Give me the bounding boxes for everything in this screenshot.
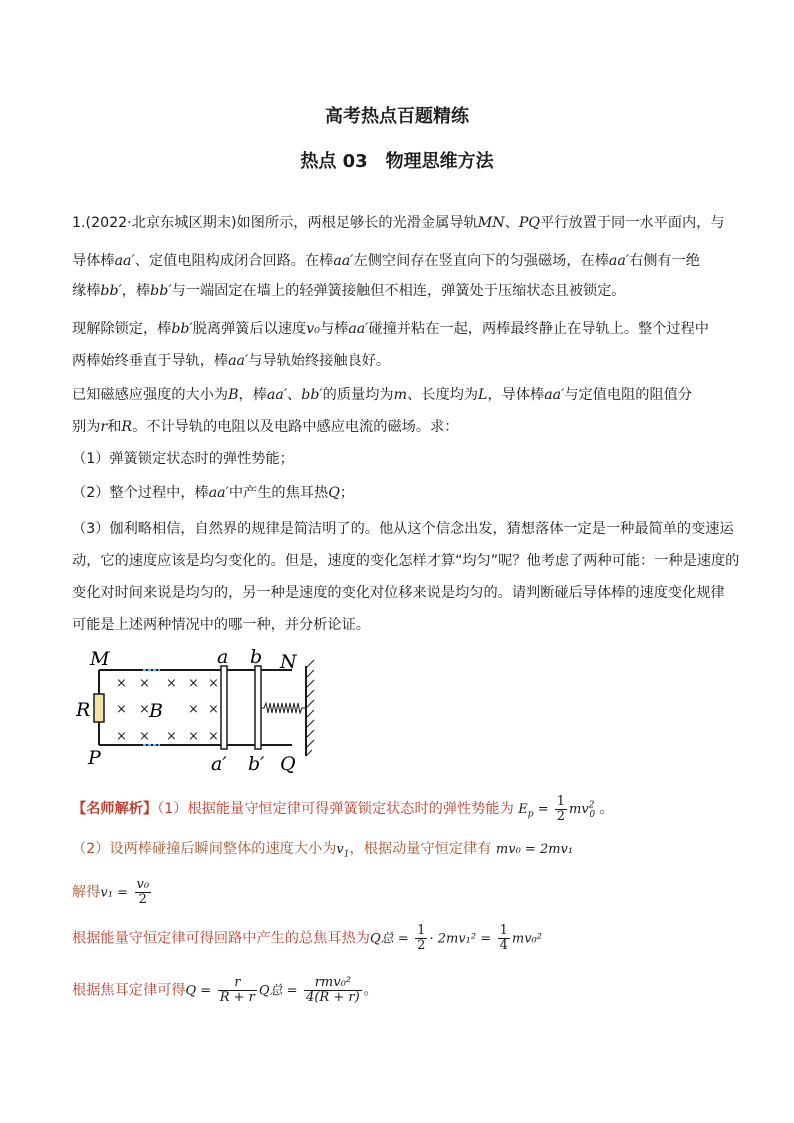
fraction: [218, 976, 257, 1005]
text: 。不计导轨的电阻以及电路中感应电流的磁场。求：: [132, 419, 459, 435]
field-cross: ×: [188, 702, 199, 717]
text: 中产生的焦耳热: [228, 485, 329, 501]
label-B: B: [149, 700, 163, 722]
symbol-bb: bb′: [301, 387, 323, 403]
text: 与棒: [319, 321, 349, 337]
math: mv: [569, 802, 589, 817]
formula: [518, 794, 599, 824]
problem-line-6: [72, 386, 692, 404]
magnetic-field-crosses: [116, 676, 219, 744]
numerator: 1: [499, 923, 508, 938]
field-cross: ×: [116, 702, 127, 717]
text: 两棒始终垂直于导轨，棒: [72, 353, 229, 369]
symbol-aa: aa′: [333, 253, 354, 269]
label-M: M: [90, 648, 110, 670]
symbol-l: L: [478, 387, 488, 403]
text: 导体棒: [72, 253, 115, 269]
fraction: [135, 878, 152, 907]
fraction: [304, 976, 362, 1005]
fraction: [498, 924, 510, 953]
field-cross: ×: [208, 676, 219, 691]
question-1: （1）弹簧锁定状态时的弹性势能；: [72, 451, 294, 467]
symbol-aa: aa′: [544, 387, 565, 403]
field-cross: ×: [166, 676, 177, 691]
symbol-R: R: [121, 419, 133, 435]
rod-bb: [255, 666, 261, 749]
symbol-aa: aa′: [348, 321, 369, 337]
denominator: 2: [138, 892, 147, 907]
question-3-line-1: （3）伽利略相信，自然界的规律是简洁明了的。他从这个信念出发，猜想落体一定是一种最简单的变速运: [72, 521, 734, 537]
question-3-line-4: 可能是上述两种情况中的哪一种，并分析论证。: [72, 617, 370, 633]
solution-tag: 【名师解析】: [72, 801, 158, 817]
text: ，棒: [238, 387, 267, 403]
math: Q总 =: [369, 931, 409, 947]
math: =: [537, 802, 549, 817]
text: 和: [107, 419, 122, 435]
text: ，棒: [121, 283, 151, 299]
solution-line-1: [72, 795, 614, 824]
math: 1: [343, 849, 350, 860]
symbol-aa: aa′: [266, 387, 288, 403]
text: 1.(2022·北京东城区期末)如图所示，两根足够长的光滑金属导轨: [72, 215, 478, 231]
text: 缘棒: [72, 283, 101, 299]
solution-line-2: [72, 840, 573, 864]
field-cross: ×: [188, 676, 199, 691]
text: 解得: [72, 884, 101, 901]
text: （2）整个过程中，棒: [72, 485, 209, 501]
text: ；: [339, 485, 355, 501]
math: · 2mv₁² =: [429, 931, 492, 947]
text: 与定值电阻的阻值分: [564, 387, 693, 403]
symbol-aa: aa′: [608, 253, 630, 269]
symbol-v0: v₀: [306, 321, 320, 337]
field-cross: ×: [188, 729, 199, 744]
field-cross: ×: [208, 729, 219, 744]
text: 。: [363, 982, 378, 999]
label-a: a: [217, 646, 229, 668]
label-P: P: [88, 747, 101, 769]
rod-aa: [221, 666, 227, 749]
symbol-aa: aa′: [228, 353, 249, 369]
text: 现解除锁定，棒: [72, 321, 172, 337]
text: 、: [504, 215, 519, 231]
math: 2: [588, 800, 595, 811]
symbol-bb: bb′: [171, 321, 193, 337]
text: 脱离弹簧后以速度: [192, 321, 307, 337]
numerator: v₀: [136, 877, 150, 892]
symbol-bb: bb′: [100, 283, 122, 299]
text: 左侧空间存在竖直向下的匀强磁场，在棒: [353, 253, 609, 269]
page-title: 高考热点百题精练: [325, 106, 469, 127]
text: （2）设两棒碰撞后瞬间整体的速度大小为: [72, 841, 337, 857]
text: 碰撞并粘在一起，两棒最终静止在导轨上。整个过程中: [368, 321, 709, 337]
page-subtitle: 热点 03 物理思维方法: [300, 151, 494, 172]
symbol-q: Q: [328, 485, 340, 501]
text: 与导轨始终接触良好。: [248, 353, 391, 369]
problem-line-2: [72, 252, 700, 270]
symbol-m: m: [393, 387, 408, 403]
numerator: 1: [417, 923, 426, 938]
formula: mv₀ = 2mv₁: [495, 842, 574, 857]
text: 、长度均为: [407, 387, 479, 403]
field-cross: ×: [116, 676, 127, 691]
numerator: r: [218, 976, 257, 991]
symbol-mn: MN: [477, 215, 505, 231]
problem-line-3: [72, 282, 626, 300]
math: mv₀²: [511, 931, 542, 947]
math: Q =: [185, 983, 212, 999]
field-cross: ×: [208, 702, 219, 717]
label-Q: Q: [280, 753, 296, 775]
problem-line-5: [72, 352, 390, 370]
label-b-prime: b′: [248, 753, 265, 775]
symbol-bb: bb′: [150, 283, 172, 299]
symbol-b: B: [228, 387, 239, 403]
solution-line-3: [72, 878, 153, 907]
question-3-line-3: 变化对时间来说是均匀的，另一种是速度的变化对位移来说是均匀的。请判断碰后导体棒的速度变化规律: [72, 585, 725, 601]
denominator: 4(R + r): [306, 990, 360, 1005]
text: ，导体棒: [487, 387, 545, 403]
math: Q总 =: [258, 983, 298, 999]
text: 根据焦耳定律可得: [72, 982, 186, 999]
denominator: 2: [417, 938, 426, 953]
math: p: [527, 809, 534, 820]
text: 、定值电阻构成闭合回路。在棒: [134, 253, 334, 269]
text: 的质量均为: [322, 387, 394, 403]
field-cross: ×: [116, 729, 127, 744]
denominator: R + r: [219, 990, 255, 1005]
field-cross: ×: [166, 729, 177, 744]
text: 与一端固定在墙上的轻弹簧接触但不相连，弹簧处于压缩状态且被锁定。: [171, 283, 626, 299]
math: v: [336, 842, 344, 857]
fraction: [555, 795, 567, 824]
resistor: [94, 694, 104, 722]
text: 别为: [72, 419, 101, 435]
question-3-line-2: 动，它的速度应该是均匀变化的。但是，速度的变化怎样才算“均匀”呢？他考虑了两种可能：一种是速度的: [72, 553, 740, 569]
fraction: [415, 924, 427, 953]
math: E: [518, 802, 528, 817]
problem-line-1: [72, 214, 725, 232]
text: ，根据动量守恒定律有: [349, 841, 492, 857]
label-N: N: [280, 651, 297, 673]
symbol-pq: PQ: [518, 215, 541, 231]
symbol-aa: aa′: [114, 253, 135, 269]
field-cross: ×: [139, 702, 150, 717]
text: 根据能量守恒定律可得回路中产生的总焦耳热为: [72, 930, 370, 947]
problem-line-4: [72, 320, 709, 338]
question-2: [72, 484, 354, 502]
field-cross: ×: [139, 729, 150, 744]
denominator: 2: [556, 809, 566, 824]
math: 0: [589, 809, 596, 820]
numerator: 1: [556, 794, 566, 809]
wall-hatch: [306, 660, 314, 756]
text: 已知磁感应强度的大小为: [72, 387, 229, 403]
text: （1）根据能量守恒定律可得弹簧锁定状态时的弹性势能为: [157, 801, 514, 817]
solution-line-4: [72, 924, 542, 953]
text: 、: [287, 387, 302, 403]
symbol-aa: aa′: [208, 485, 229, 501]
field-cross: ×: [139, 676, 150, 691]
label-a-prime: a′: [211, 753, 227, 775]
math: [336, 842, 350, 860]
math: v₁ =: [100, 885, 128, 901]
text: 平行放置于同一水平面内，与: [540, 215, 725, 231]
symbol-r: r: [100, 419, 108, 435]
label-b: b: [250, 646, 263, 668]
numerator: rmv₀²: [304, 976, 362, 991]
circuit-figure: [76, 646, 326, 776]
text: 。: [599, 801, 614, 817]
problem-line-7: [72, 418, 458, 436]
spring: [261, 703, 306, 713]
text: 右侧有一绝: [629, 253, 700, 269]
solution-line-5: [72, 976, 378, 1005]
label-R: R: [76, 699, 91, 721]
denominator: 4: [499, 938, 508, 953]
